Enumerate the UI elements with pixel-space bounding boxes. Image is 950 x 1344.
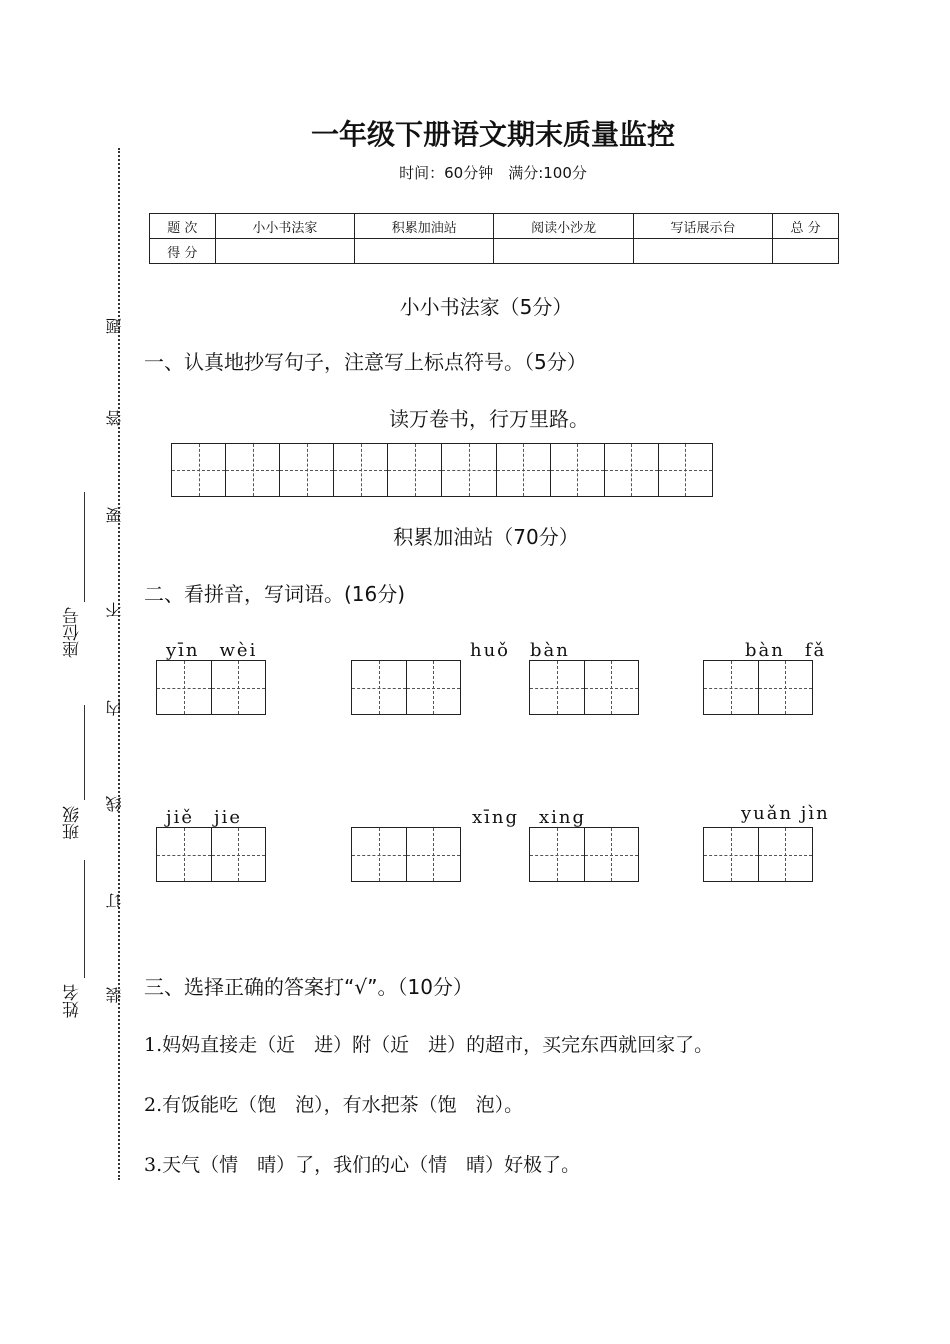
margin-word: 答	[105, 410, 124, 426]
pinyin-label: huǒ bàn	[470, 640, 570, 661]
score-table-header: 写话展示台	[633, 214, 772, 239]
score-cell[interactable]	[773, 239, 839, 264]
choice-item[interactable]: 2.有饭能吃（饱 泡），有水把茶（饱 泡）。	[144, 1094, 524, 1116]
word-box-cell[interactable]	[759, 828, 813, 881]
word-box-cell[interactable]	[759, 661, 813, 714]
grid-cell[interactable]	[442, 444, 496, 496]
pinyin-label: jiě jie	[166, 807, 242, 828]
word-box[interactable]	[529, 660, 639, 715]
score-table-row	[150, 239, 839, 264]
word-box-cell[interactable]	[212, 828, 266, 881]
question-1: 一、认真地抄写句子，注意写上标点符号。（5分）	[144, 350, 587, 374]
word-box-cell[interactable]	[352, 661, 407, 714]
score-row-label: 得 分	[150, 239, 216, 264]
choice-item[interactable]: 1.妈妈直接走（近 进）附（近 进）的超市，买完东西就回家了。	[144, 1034, 714, 1056]
word-box[interactable]	[703, 827, 813, 882]
word-box[interactable]	[529, 827, 639, 882]
choice-item[interactable]: 3.天气（情 晴）了，我们的心（情 晴）好极了。	[144, 1154, 581, 1176]
grid-cell[interactable]	[172, 444, 226, 496]
score-table	[149, 213, 839, 264]
score-table-header-row	[150, 214, 839, 239]
margin-word: 线	[105, 796, 124, 812]
question-3: 三、选择正确的答案打“√”。（10分）	[144, 975, 473, 999]
score-table-header: 积累加油站	[355, 214, 494, 239]
grid-cell[interactable]	[388, 444, 442, 496]
margin-word: 要	[105, 507, 124, 523]
word-box-cell[interactable]	[212, 661, 266, 714]
word-box-cell[interactable]	[585, 828, 639, 881]
seat-label: 座位号	[63, 607, 83, 658]
margin-word: 订	[105, 893, 124, 909]
word-box-cell[interactable]	[407, 661, 461, 714]
score-cell[interactable]	[494, 239, 633, 264]
margin-word: 题	[105, 318, 124, 334]
word-box[interactable]	[351, 660, 461, 715]
section-heading-calligraphy: 小小书法家（5分）	[399, 295, 573, 319]
word-box-cell[interactable]	[585, 661, 639, 714]
pinyin-label: xīng xing	[472, 807, 587, 828]
score-table-header: 阅读小沙龙	[494, 214, 633, 239]
grid-cell[interactable]	[280, 444, 334, 496]
word-box[interactable]	[703, 660, 813, 715]
name-label: 姓名	[63, 984, 83, 1018]
grid-cell[interactable]	[334, 444, 388, 496]
score-table-header: 总 分	[773, 214, 839, 239]
name-blank-line[interactable]	[84, 860, 85, 978]
margin-word: 装	[105, 987, 124, 1003]
grid-cell[interactable]	[605, 444, 659, 496]
grid-cell[interactable]	[659, 444, 712, 496]
word-box[interactable]	[156, 660, 266, 715]
question-2: 二、看拼音，写词语。(16分)	[144, 582, 406, 606]
section-heading-accumulation: 积累加油站（70分）	[393, 525, 579, 549]
page-title: 一年级下册语文期末质量监控	[310, 118, 675, 151]
class-label: 班级	[63, 806, 83, 840]
score-cell[interactable]	[215, 239, 354, 264]
word-box-cell[interactable]	[704, 661, 759, 714]
pinyin-label: yuǎn jìn	[741, 803, 830, 824]
pinyin-label: yīn wèi	[166, 640, 258, 661]
grid-cell[interactable]	[497, 444, 551, 496]
word-box-cell[interactable]	[157, 661, 212, 714]
word-box-cell[interactable]	[407, 828, 461, 881]
pinyin-label: bàn fǎ	[745, 640, 827, 661]
word-box[interactable]	[351, 827, 461, 882]
margin-word: 内	[105, 700, 124, 716]
score-cell[interactable]	[355, 239, 494, 264]
word-box-cell[interactable]	[157, 828, 212, 881]
margin-word: 不	[105, 602, 124, 618]
word-box-cell[interactable]	[530, 828, 585, 881]
grid-cell[interactable]	[551, 444, 605, 496]
word-box[interactable]	[156, 827, 266, 882]
score-table-header: 题 次	[150, 214, 216, 239]
page-subtitle: 时间：60分钟 满分:100分	[399, 164, 587, 182]
score-cell[interactable]	[633, 239, 772, 264]
class-blank-line[interactable]	[84, 705, 85, 800]
copy-sentence: 读万卷书，行万里路。	[389, 407, 589, 431]
grid-cell[interactable]	[226, 444, 280, 496]
word-box-cell[interactable]	[704, 828, 759, 881]
score-table-header: 小小书法家	[215, 214, 354, 239]
word-box-cell[interactable]	[352, 828, 407, 881]
word-box-cell[interactable]	[530, 661, 585, 714]
copy-writing-grid[interactable]	[171, 443, 713, 497]
